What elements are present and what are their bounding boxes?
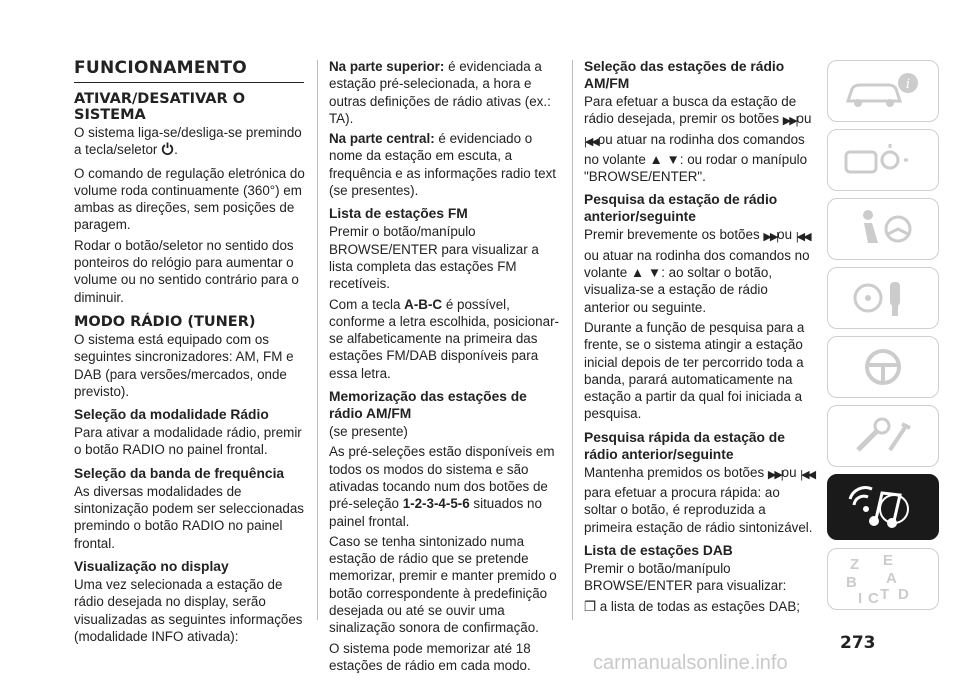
previous-track-icon: |◀◀ [795, 231, 810, 244]
next-track-icon: ▶▶| [767, 468, 782, 481]
subheading: Lista de estações DAB [584, 542, 733, 558]
warning-lights-icon[interactable] [827, 129, 939, 191]
paragraph: O sistema liga-se/desliga-se premindo a tecla/seletor . [74, 124, 306, 162]
paragraph: Na parte superior: é evidenciada a estação pré-selecionada, a hora e outras definições de rádio ativas (ex.: TA). [329, 59, 551, 126]
paragraph: As pré-seleções estão disponíveis em todos os modos do sistema e são ativadas tocando num dos botões de pré-seleção 1-2-3-4-5-6 situados no painel frontal. [329, 444, 555, 529]
index-letter: D [898, 586, 909, 603]
index-icon[interactable] [827, 548, 939, 610]
subheading: Memorização das estações de rádio AM/FM [329, 389, 527, 422]
subheading: Pesquisa rápida da estação de rádio anterior/seguinte [584, 429, 785, 462]
previous-track-icon: |◀◀ [584, 135, 598, 148]
column-1 [74, 58, 306, 648]
column-2 [329, 58, 561, 677]
paragraph: Rodar o botão/seletor no sentido dos ponteiros do relógio para aumentar o volume ou no sentido contrário para o diminuir. [74, 237, 299, 305]
subheading: Seleção da banda de frequência [74, 465, 285, 481]
paragraph: Premir brevemente os botões ▶▶|ou |◀◀ou atuar na rodinha dos comandos no volante ▲ ▼: ao soltar o botão, visualiza-se a estação de rádio anterior ou seguinte. [584, 227, 810, 315]
column-divider [572, 60, 573, 620]
paragraph: Caso se tenha sintonizado numa estação de rádio que se pretende memorizar, premir e manter premido o botão correspondente à predefinição desejada ou até se ouvir uma sinalização sonora de confirmação. [329, 533, 557, 636]
subheading: Pesquisa da estação de rádio anterior/seguinte [584, 192, 778, 225]
paragraph: As diversas modalidades de sintonização podem ser seleccionadas premindo o botão RADIO no painel frontal. [74, 483, 305, 551]
index-letter: E [883, 552, 894, 569]
paragraph: Premir o botão/manípulo BROWSE/ENTER para visualizar a lista completa das estações FM recetíveis. [329, 224, 539, 292]
next-track-icon: ▶▶| [782, 115, 797, 128]
power-icon [161, 142, 174, 161]
index-letter: A [886, 570, 897, 587]
index-letter: B [846, 574, 857, 591]
steering-wheel-icon[interactable] [827, 336, 939, 398]
multimedia-icon[interactable] [827, 474, 939, 540]
section-heading-on-off: ATIVAR/DESATIVAR O SISTEMA [74, 91, 246, 123]
svg-text:i: i [905, 77, 911, 92]
airbag-icon[interactable] [827, 198, 939, 260]
column-3 [584, 58, 816, 618]
column-divider [317, 60, 318, 620]
bullet-icon: ❐ [584, 598, 597, 614]
page-number: 273 [840, 633, 876, 653]
list-item: ❐ a lista de todas as estações DAB; [584, 598, 800, 614]
index-letter: T [880, 586, 890, 603]
paragraph: Com a tecla A-B-C é possível, conforme a letra escolhida, posicionar-se alfabeticamente na primeira das estações FM/DAB disponíveis para essa letra. [329, 296, 559, 381]
page-title: FUNCIONAMENTO [74, 58, 247, 78]
index-letter: C [868, 590, 879, 607]
car-info-icon[interactable] [827, 60, 939, 122]
paragraph: (se presente) [329, 424, 408, 440]
paragraph: Mantenha premidos os botões ▶▶|ou |◀◀ para efetuar a procura rápida: ao soltar o botão, é reproduzida a primeira estação de rádio sintonizável. [584, 464, 815, 535]
paragraph: Para efetuar a busca da estação de rádio desejada, premir os botões ▶▶|ou |◀◀ou atuar na rodinha dos comandos no volante ▲ ▼: ou rodar o manípulo "BROWSE/ENTER". [584, 94, 812, 185]
next-track-icon: ▶▶| [763, 231, 778, 244]
up-arrow-icon: ▲ [649, 151, 663, 167]
index-letter: I [858, 590, 863, 607]
paragraph: Durante a função de pesquisa para a frente, se o sistema atingir a estação inicial depois de ter percorrido toda a banda, parará automaticamente na estação a partir da qual foi iniciada a pesquisa. [584, 319, 805, 422]
paragraph: Para ativar a modalidade rádio, premir o botão RADIO no painel frontal. [74, 425, 302, 458]
subheading: Lista de estações FM [329, 206, 468, 222]
subheading: Seleção da modalidade Rádio [74, 407, 269, 423]
paragraph: O comando de regulação eletrónica do volume roda continuamente (360°) em ambas as direções, sem posições de paragem. [74, 165, 305, 233]
steering-wheel-key-icon[interactable] [827, 267, 939, 329]
paragraph: Uma vez selecionada a estação de rádio desejada no display, serão visualizadas as seguintes informações (modalidade INFO ativada): [74, 576, 303, 644]
paragraph: Premir o botão/manípulo BROWSE/ENTER para visualizar: [584, 560, 787, 594]
title-rule [74, 82, 304, 83]
down-arrow-icon: ▼ [666, 151, 680, 167]
subheading: Visualização no display [74, 558, 229, 574]
index-letter: Z [850, 556, 860, 573]
section-heading-radio: MODO RÁDIO (TUNER) [74, 313, 256, 330]
tools-icon[interactable] [827, 405, 939, 467]
subheading: Seleção das estações de rádio AM/FM [584, 59, 785, 91]
watermark: carmanualsonline.info [593, 652, 788, 674]
previous-track-icon: |◀◀ [800, 468, 815, 481]
up-arrow-icon: ▲ [630, 265, 645, 281]
paragraph: Na parte central: é evidenciado o nome da estação em escuta, a frequência e as informações radio text (se presentes). [329, 131, 557, 199]
down-arrow-icon: ▼ [647, 265, 662, 281]
paragraph: O sistema pode memorizar até 18 estações de rádio em cada modo. [329, 640, 531, 673]
paragraph: O sistema está equipado com os seguintes sincronizadores: AM, FM e DAB (para versões/mercados, onde previsto). [74, 331, 294, 399]
